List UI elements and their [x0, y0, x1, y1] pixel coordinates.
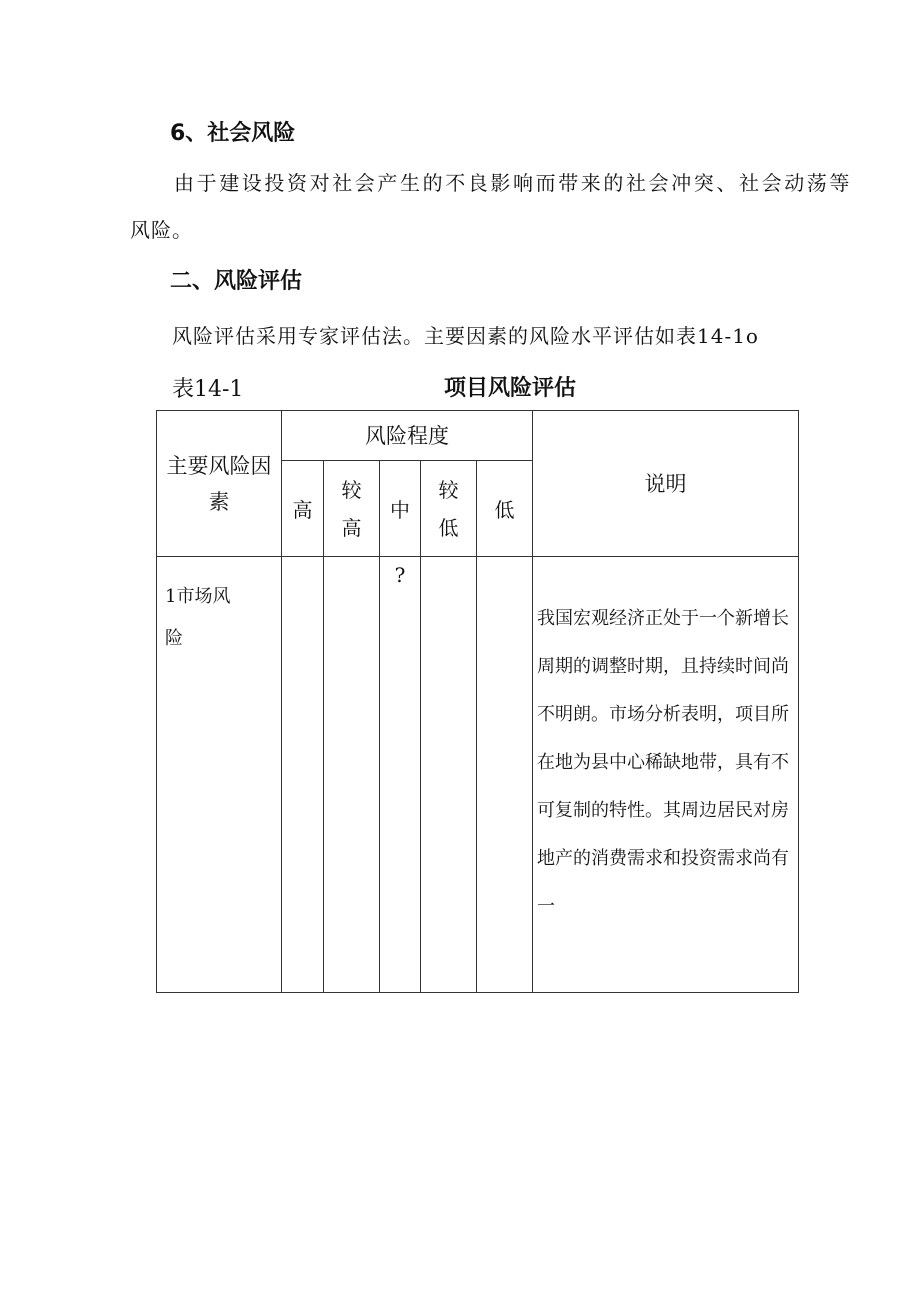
header-risk-degree: 风险程度 [282, 411, 533, 461]
section-heading-risk-assessment: 二、风险评估 [170, 269, 303, 294]
cell-factor [157, 557, 282, 993]
cell-note [533, 557, 799, 993]
header-level-lower-line1: 较 [438, 477, 459, 502]
section-heading-social-risk: 6、社会风险 [170, 121, 296, 146]
row-note-text: 我国宏观经济正处于一个新增长周期的调整时期，且持续时间尚不明朗。市场分析表明，项目所在地为县中心稀缺地带，具有不可复制的特性。其周边居民对房地产的消费需求和投资需求尚有一 [537, 608, 789, 917]
header-main-factor-line1: 主要风险因 [166, 453, 272, 478]
cell-level-high [282, 557, 324, 993]
header-main-factor [157, 411, 282, 557]
header-level-higher-line1: 较 [341, 477, 362, 502]
header-note: 说明 [533, 411, 799, 557]
header-level-higher [324, 461, 380, 557]
header-main-factor-line2: 素 [208, 489, 230, 514]
cell-level-mid [380, 557, 421, 993]
header-level-lower-line2: 低 [438, 515, 459, 540]
paragraph-social-risk-line2: 风险。 [130, 218, 193, 242]
header-level-higher-line2: 高 [341, 515, 362, 540]
cell-mark-mid: ? [394, 563, 406, 587]
header-level-high: 高 [282, 461, 324, 557]
cell-level-lower [421, 557, 477, 993]
cell-level-higher [324, 557, 380, 993]
table-title: 项目风险评估 [444, 376, 577, 401]
row-factor-line1: 1市场风 [165, 586, 231, 607]
header-level-lower [421, 461, 477, 557]
risk-assessment-table [156, 410, 799, 993]
paragraph-risk-assessment: 风险评估采用专家评估法。主要因素的风险水平评估如表14-1o [172, 324, 759, 348]
table-row [157, 557, 799, 993]
paragraph-social-risk-line1: 由于建设投资对社会产生的不良影响而带来的社会冲突、社会动荡等 [174, 171, 852, 195]
header-level-mid: 中 [380, 461, 421, 557]
row-factor-market-risk [157, 557, 281, 663]
row-factor-line2: 险 [165, 628, 183, 649]
cell-level-low [477, 557, 533, 993]
header-level-low: 低 [477, 461, 533, 557]
table-label: 表14-1 [172, 377, 244, 402]
